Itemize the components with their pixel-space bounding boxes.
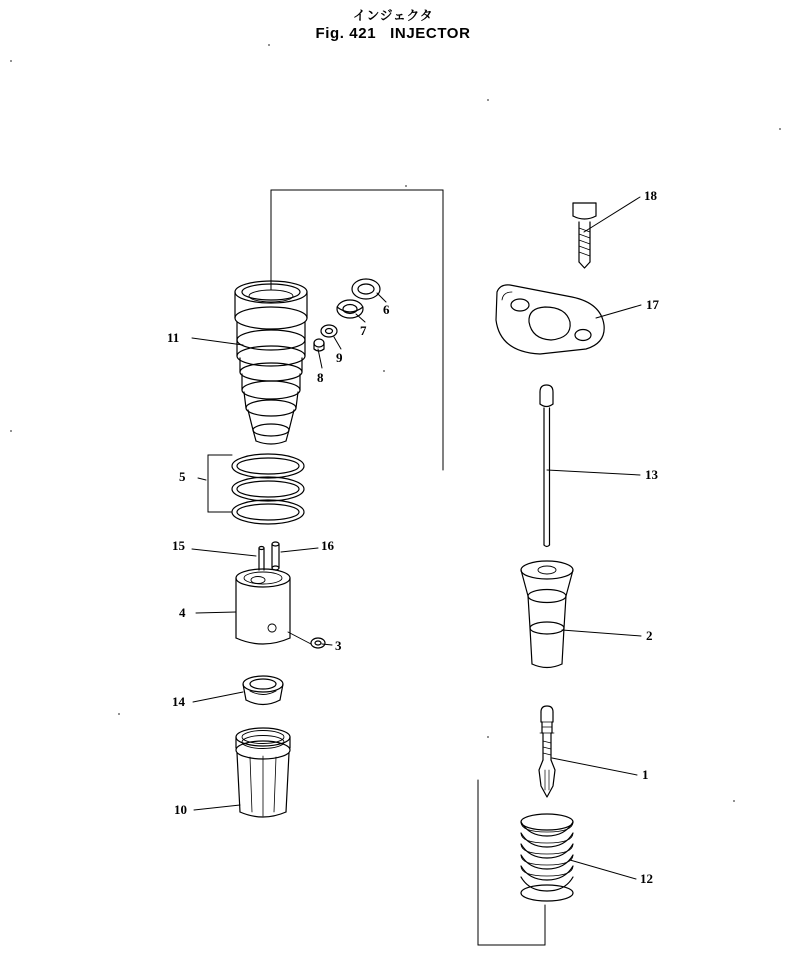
scan-speck <box>487 736 489 738</box>
parts-6-7-8-9-washers <box>314 279 380 351</box>
title-japanese: インジェクタ <box>352 9 434 24</box>
scan-speck <box>779 128 781 130</box>
part-18-bolt <box>573 203 596 268</box>
part-14-seal-cup <box>243 676 283 705</box>
callout-16: 16 <box>321 538 334 553</box>
part-10-nozzle-holder <box>236 728 290 817</box>
scan-speck <box>383 370 385 372</box>
scan-speck <box>118 713 120 715</box>
part-13-push-rod <box>540 385 553 547</box>
part-4-nozzle-body <box>236 569 325 648</box>
part-1-nozzle-needle <box>539 706 555 797</box>
callout-5: 5 <box>179 469 186 484</box>
scan-speck <box>733 800 735 802</box>
callout-18: 18 <box>644 188 657 203</box>
scan-speck <box>10 60 12 62</box>
callout-1: 1 <box>642 767 649 782</box>
part-12-coil-spring <box>521 814 573 901</box>
callout-14: 14 <box>172 694 185 709</box>
callout-12: 12 <box>640 871 653 886</box>
callout-9: 9 <box>336 350 343 365</box>
callout-3: 3 <box>335 638 342 653</box>
callout-11: 11 <box>167 330 180 345</box>
part-17-clamp-plate <box>496 285 604 354</box>
part-11-injector-body <box>235 281 307 444</box>
callout-7: 7 <box>360 323 367 338</box>
part-2-plunger <box>521 561 573 668</box>
scan-speck <box>487 99 489 101</box>
callout-10: 10 <box>174 802 187 817</box>
callout-4: 4 <box>179 605 186 620</box>
scan-speck <box>268 44 270 46</box>
scan-speck <box>405 185 407 187</box>
callout-13: 13 <box>645 467 658 482</box>
figure-number: Fig. 421 <box>315 24 377 42</box>
part-5-o-rings <box>208 454 304 524</box>
figure-name: INJECTOR <box>390 24 471 42</box>
parts-15-16-pins <box>259 542 279 570</box>
construction-lines <box>271 190 545 945</box>
callout-8: 8 <box>317 370 324 385</box>
callout-6: 6 <box>383 302 390 317</box>
scan-speck <box>10 430 12 432</box>
callout-17: 17 <box>646 297 659 312</box>
callout-2: 2 <box>646 628 653 643</box>
callout-15: 15 <box>172 538 185 553</box>
